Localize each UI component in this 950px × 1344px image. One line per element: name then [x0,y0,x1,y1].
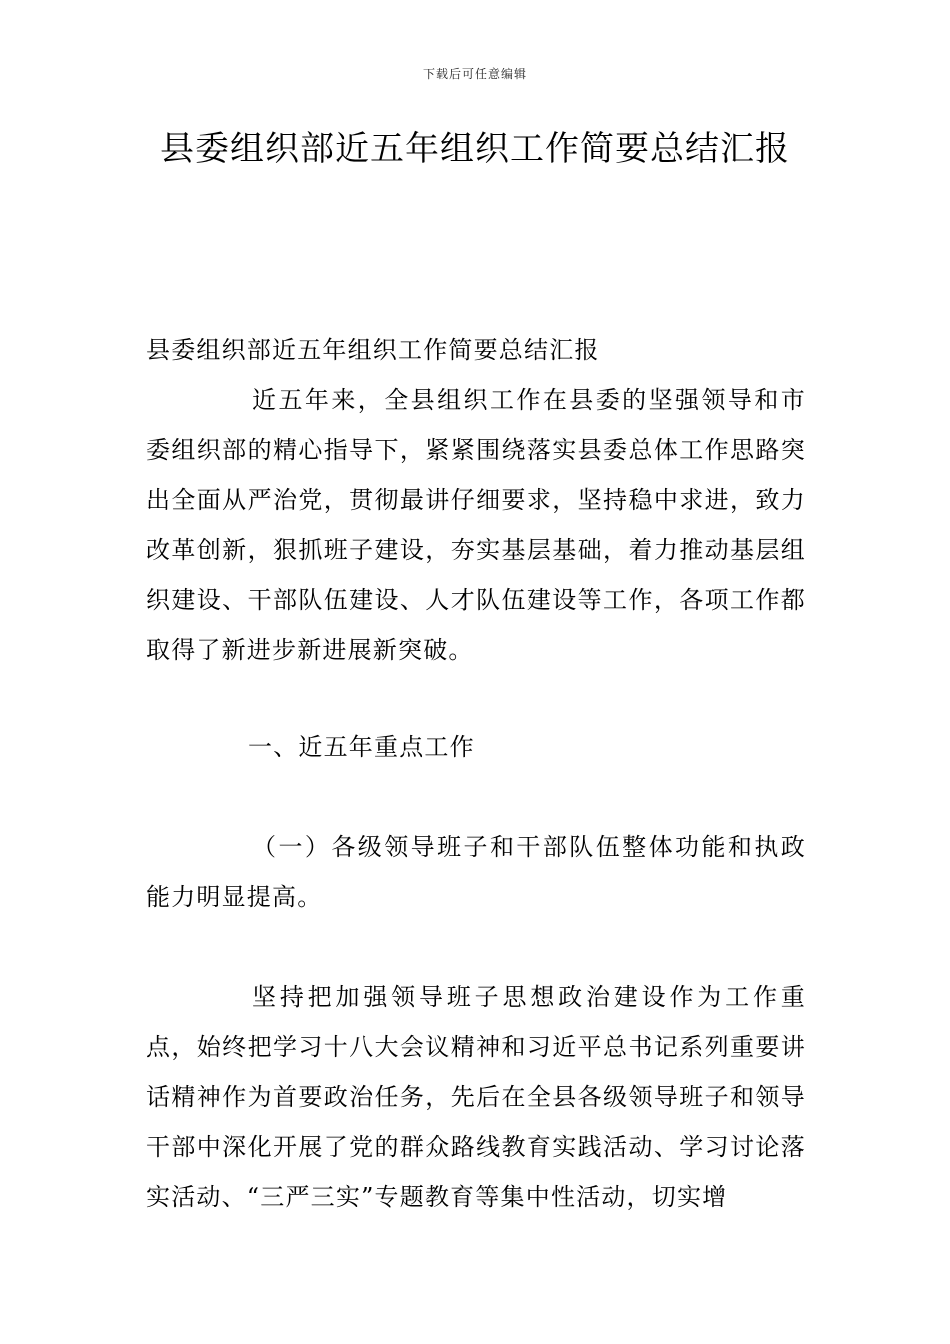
intro-paragraph: 近五年来，全县组织工作在县委的坚强领导和市委组织部的精心指导下，紧紧围绕落实县委总体工作思路突出全面从严治党，贯彻最讲仔细要求，坚持稳中求进，致力改革创新，狠抓班子建设，夯实基层基础，着力推动基层组织建设、干部队伍建设、人才队伍建设等工作，各项工作都取得了新进步新进展新突破。 [146,386,806,664]
document-title: 县委组织部近五年组织工作简要总结汇报 [160,129,790,169]
body-paragraph: 坚持把加强领导班子思想政治建设作为工作重点，始终把学习十八大会议精神和习近平总书记系列重要讲话精神作为首要政治任务，先后在全县各级领导班子和领导干部中深化开展了党的群众路线教育实践活动、学习讨论落实活动、“三严三实”专题教育等集中性活动，切实增 [146,983,806,1211]
download-note: 下载后可任意编辑 [422,67,527,81]
section-heading-1: 一、近五年重点工作 [248,733,475,761]
document-subtitle: 县委组织部近五年组织工作简要总结汇报 [146,336,600,364]
subsection-heading-1: （一）各级领导班子和干部队伍整体功能和执政能力明显提高。 [146,833,806,911]
